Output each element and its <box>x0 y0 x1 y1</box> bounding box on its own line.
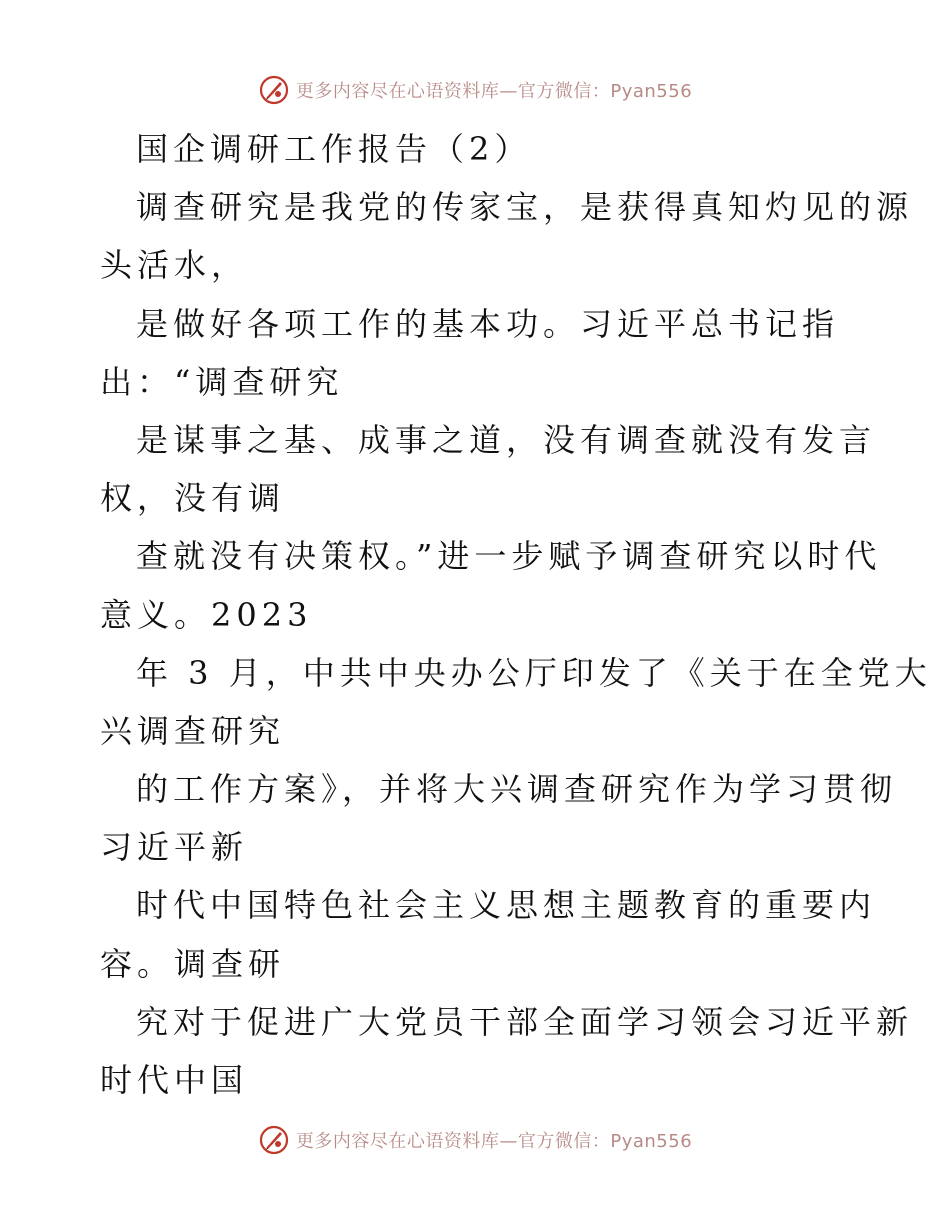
watermark-group <box>258 1124 692 1156</box>
watermark-group <box>258 74 692 106</box>
text-line: 的工作方案》，并将大兴调查研究作为学习贯彻 <box>136 770 898 809</box>
text-line: 意义。2023 <box>100 595 313 634</box>
text-line: 调查研究是我党的传家宝，是获得真知灼见的源 <box>136 188 914 227</box>
quill-logo-icon <box>258 74 290 106</box>
text-line: 究对于促进广大党员干部全面学习领会习近平新 <box>136 1002 914 1041</box>
text-line: 时代中国特色社会主义思想主题教育的重要内 <box>136 886 877 925</box>
quill-logo-icon <box>258 1124 290 1156</box>
watermark-text: 更多内容尽在心语资料库—官方微信：Pyan556 <box>295 81 693 102</box>
text-line: 查就没有决策权。”进一步赋予调查研究以时代 <box>136 537 882 576</box>
footer-watermark <box>0 1120 950 1160</box>
text-line: 年 3 月，中共中央办公厅印发了《关于在全党大 <box>136 653 932 692</box>
watermark-text: 更多内容尽在心语资料库—官方微信：Pyan556 <box>295 1131 693 1152</box>
text-line: 容。调查研 <box>100 944 286 983</box>
document-title: 国企调研工作报告（2） <box>136 130 532 168</box>
text-line: 是谋事之基、成事之道，没有调查就没有发言 <box>136 420 877 459</box>
text-line: 头活水， <box>100 246 249 285</box>
text-line: 兴调查研究 <box>100 711 286 750</box>
text-line: 权，没有调 <box>100 479 286 518</box>
text-line: 出：“调查研究 <box>100 362 344 401</box>
text-line: 习近平新 <box>100 828 249 867</box>
text-line: 是做好各项工作的基本功。习近平总书记指 <box>136 304 840 343</box>
text-line: 时代中国 <box>100 1061 249 1099</box>
header-watermark <box>0 70 950 110</box>
document-body <box>100 120 932 1109</box>
